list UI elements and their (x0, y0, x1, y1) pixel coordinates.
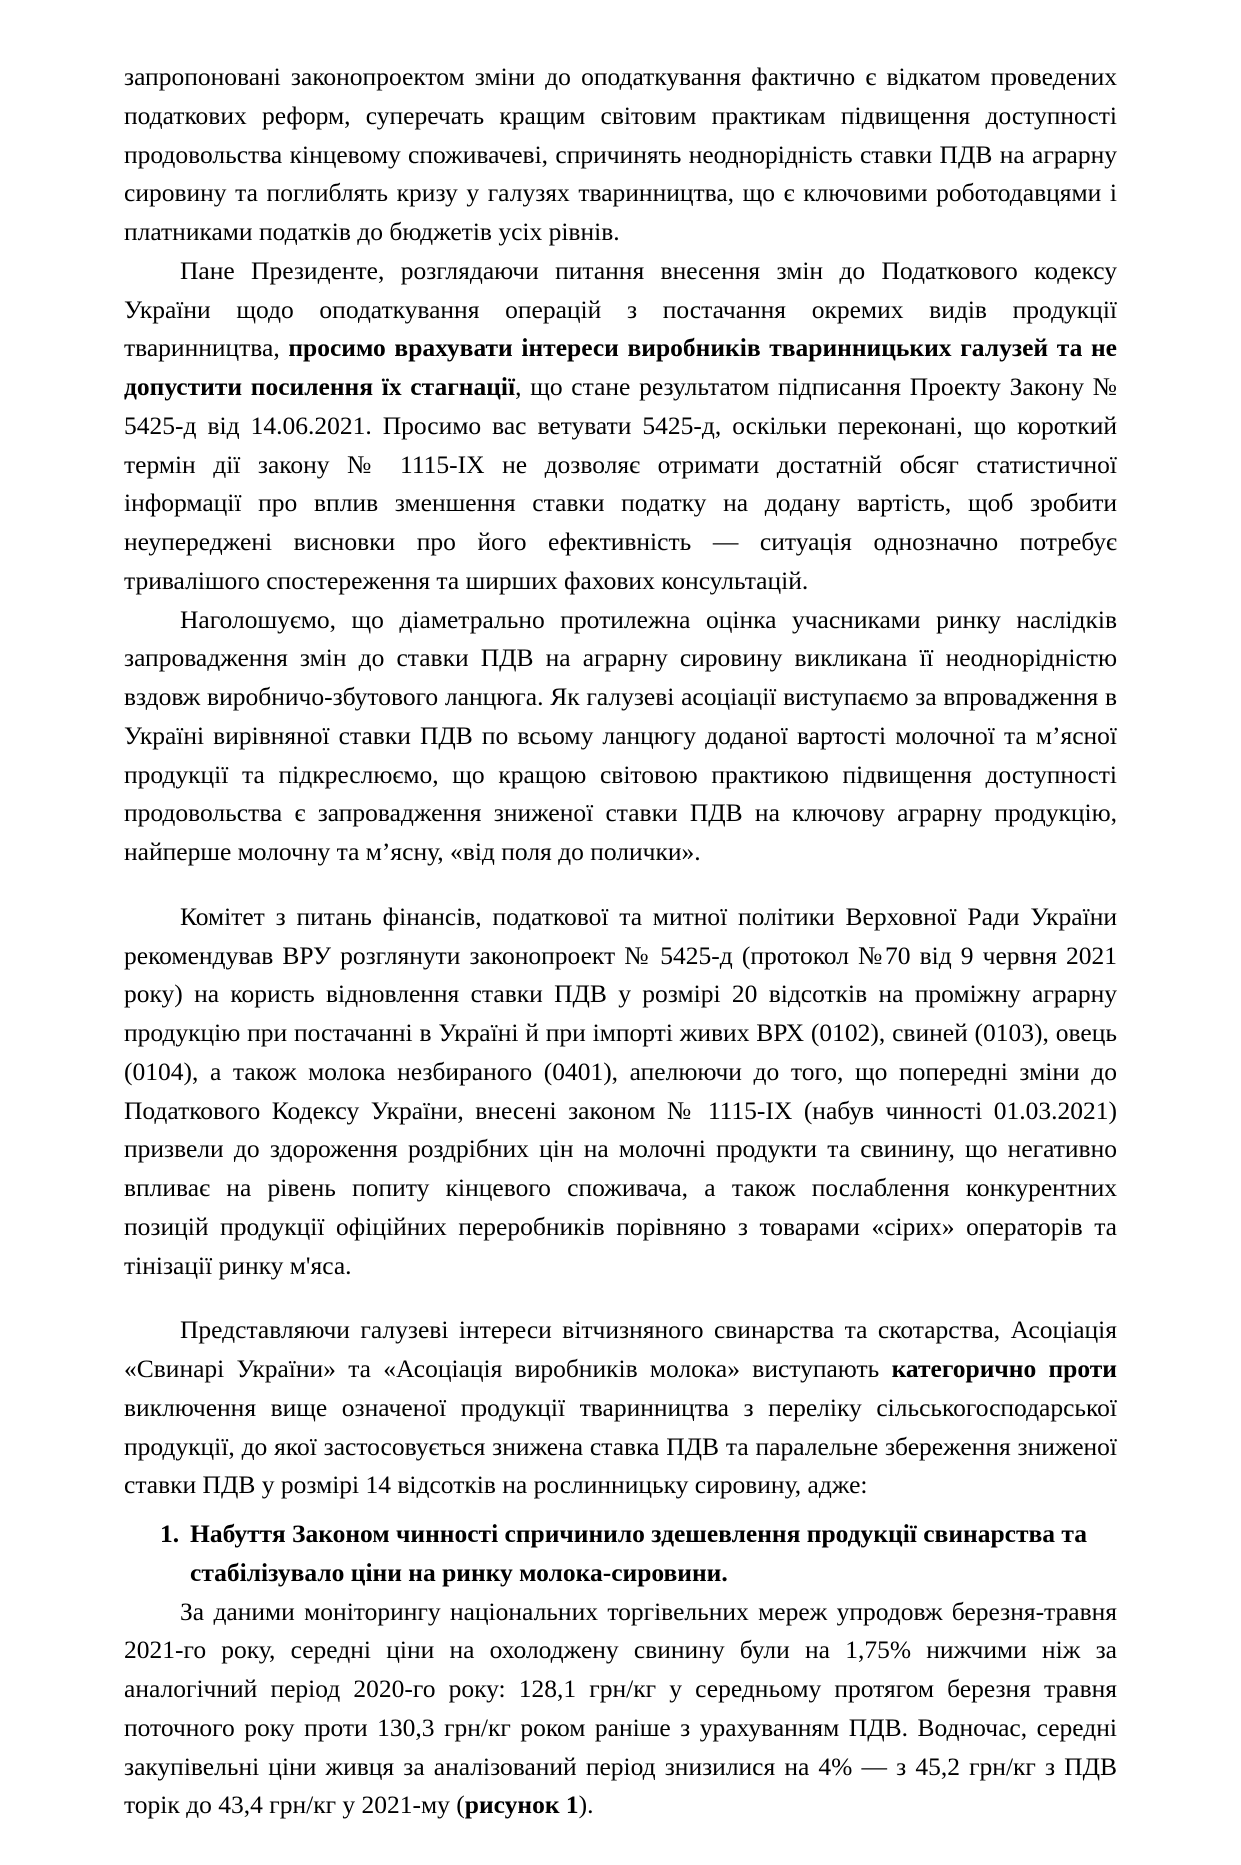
paragraph-price-monitoring (124, 1593, 1117, 1826)
text-run: запропоновані законопроектом зміни до оподаткування фактично є відкатом проведених податкових реформ, суперечать кращим світовим практикам підвищення доступності продовольства кінцевому споживачеві, спричинять неоднорідність ставки ПДВ на аграрну сировину та поглиблять кризу у галузях тваринництва, що є ключовими роботодавцями і платниками податків до бюджетів усіх рівнів. (124, 62, 1117, 246)
text-run: ). (578, 1790, 594, 1820)
paragraph-continuation (124, 58, 1117, 252)
text-run: виключення вище означеної продукції тваринництва з переліку сільськогосподарської продукції, до якої застосовується знижена ставка ПДВ та паралельне збереження зниженої ставки ПДВ у розмірі 14 відсотків на рослинницьку сировину, адже: (124, 1392, 1117, 1500)
text-run: Представляючи галузеві інтереси вітчизняного свинарства та скотарства, Асоціація «Свинарі України» та «Асоціація виробників молока» виступають (124, 1315, 1117, 1383)
list-spacer (124, 1505, 1117, 1515)
list-item-label: Набуття Законом чинності спричинило здешевлення продукції свинарства та стабілізувало ціни на ринку молока-сировини. (190, 1519, 1087, 1587)
paragraph-spacer (124, 1285, 1117, 1311)
list-item (124, 1515, 1117, 1593)
numbered-list (124, 1515, 1117, 1593)
paragraph-committee-recommendation (124, 898, 1117, 1286)
list-item-marker: 1. (160, 1519, 180, 1548)
paragraph-spacer (124, 872, 1117, 898)
text-run-bold: просимо врахувати інтереси виробників тваринницьких галузей та не допустити посилення їх стагнації (124, 333, 1117, 401)
text-run: Комітет з питань фінансів, податкової та митної політики Верховної Ради України рекомендував ВРУ розглянути законопроект № 5425-д (протокол №70 від 9 червня 2021 року) на користь відновлення ставки ПДВ у розмірі 20 відсотків на проміжну аграрну продукцію при постачанні в Україні й при імпорті живих ВРХ (0102), свиней (0103), овець (0104), а також молока незбираного (0401), апелюючи до того, що попередні зміни до Податкового Кодексу України, внесені законом № 1115-ІХ (набув чинності 01.03.2021) призвели до здороження роздрібних цін на молочні продукти та свинину, що негативно впливає на рівень попиту кінцевого споживача, а також послаблення конкурентних позицій продукції офіційних переробників порівняно з товарами «сірих» операторів та тінізації ринку м'яса. (124, 901, 1117, 1280)
paragraph-associations-position (124, 1311, 1117, 1505)
text-run: За даними моніторингу національних торгівельних мереж упродовж березня-травня 2021-го року, середні ціни на охолоджену свинину були на 1,75% нижчими ніж за аналогічний період 2020-го року: 128,1 грн/кг у середньому протягом березня травня поточного року проти 130,3 грн/кг роком раніше з урахуванням ПДВ. Водночас, середні закупівельні ціни живця за аналізований період знизилися на 4% — з 45,2 грн/кг з ПДВ торік до 43,4 грн/кг у 2021-му ( (124, 1596, 1117, 1820)
text-run: , що стане результатом підписання Проекту Закону № 5425-д від 14.06.2021. Просимо вас ветувати 5425-д, оскільки переконані, що короткий термін дії закону № 1115-ІХ не дозволяє отримати достатній обсяг статистичної інформації про вплив зменшення ставки податку на додану вартість, щоб зробити неупереджені висновки про його ефективність — ситуація однозначно потребує тривалішого спостереження та ширших фахових консультацій. (124, 372, 1117, 595)
text-run-bold: рисунок 1 (464, 1790, 579, 1820)
document-body (124, 58, 1117, 1825)
text-run: Пане Президенте, розглядаючи питання внесення змін до Податкового кодексу України щодо оподаткування операцій з постачання окремих видів продукції тваринництва, (124, 255, 1117, 363)
paragraph-address-president (124, 252, 1117, 601)
paragraph-emphasis-assessment (124, 601, 1117, 872)
text-run: Наголошуємо, що діаметрально протилежна оцінка учасниками ринку наслідків запровадження змін до ставки ПДВ на аграрну сировину викликана її неоднорідністю вздовж виробничо-збутового ланцюга. Як галузеві асоціації виступаємо за впровадження в Україні вирівняної ставки ПДВ по всьому ланцюгу доданої вартості молочної та м’ясної продукції та підкреслюємо, що кращою світовою практикою підвищення доступності продовольства є запровадження зниженої ставки ПДВ на ключову аграрну продукцію, найперше молочну та м’ясну, «від поля до полички». (124, 604, 1117, 866)
text-run-bold: категорично проти (891, 1354, 1117, 1383)
